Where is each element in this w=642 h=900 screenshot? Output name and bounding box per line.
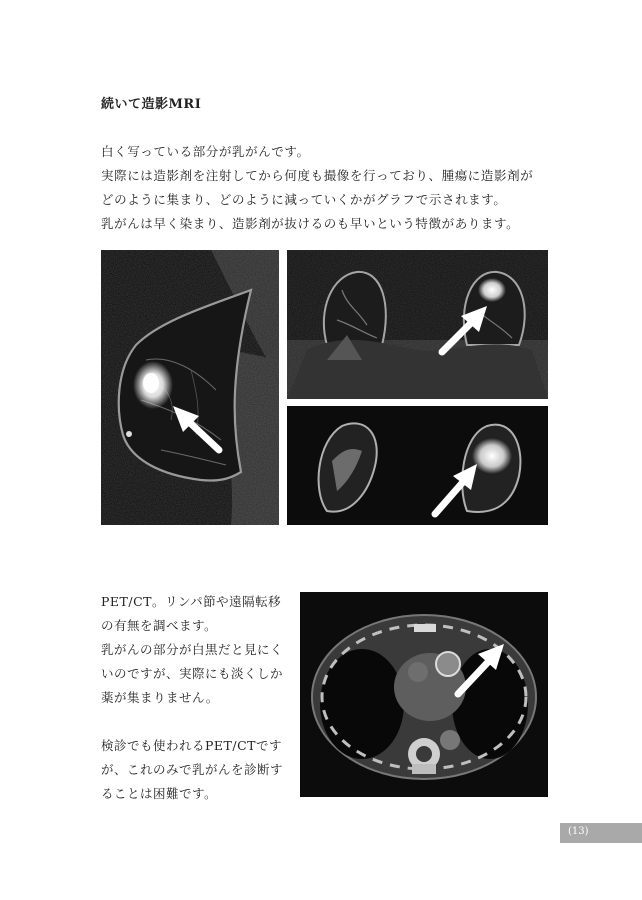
intro-line: 白く写っている部分が乳がんです。 (101, 144, 310, 159)
mri-axial-upper-image (287, 250, 548, 399)
mri-sagittal-image (101, 250, 279, 525)
pet-ct-image (300, 592, 548, 797)
mri-axial-lower-image (287, 406, 548, 525)
intro-line: 乳がんは早く染まり、造影剤が抜けるのも早いという特徴があります。 (101, 216, 520, 231)
intro-line: どのように集まり、どのように減っていくかがグラフで示されます。 (101, 192, 507, 207)
intro-text (101, 140, 571, 236)
pet-ct-description (101, 590, 301, 806)
intro-line: 実際には造影剤を注射してから何度も撮像を行っており、腫瘍に造影剤が (101, 168, 534, 183)
pet-ct-line: 検診でも使われるPET/CTです (101, 738, 282, 753)
pet-ct-line: 薬が集まりません。 (101, 690, 219, 705)
section-heading: 続いて造影MRI (101, 97, 202, 112)
page-number: (13) (568, 826, 589, 837)
pet-ct-line: いのですが、実際にも淡くしか (101, 666, 284, 681)
pet-ct-line: 乳がんの部分が白黒だと見にく (101, 642, 284, 657)
pet-ct-line: の有無を調べます。 (101, 618, 218, 633)
page-number-bar (560, 823, 642, 843)
pet-ct-line: PET/CT。リンパ節や遠隔転移 (101, 594, 282, 609)
pet-ct-line: ることは困難です。 (101, 786, 218, 801)
pet-ct-line: が、これのみで乳がんを診断す (101, 762, 284, 777)
